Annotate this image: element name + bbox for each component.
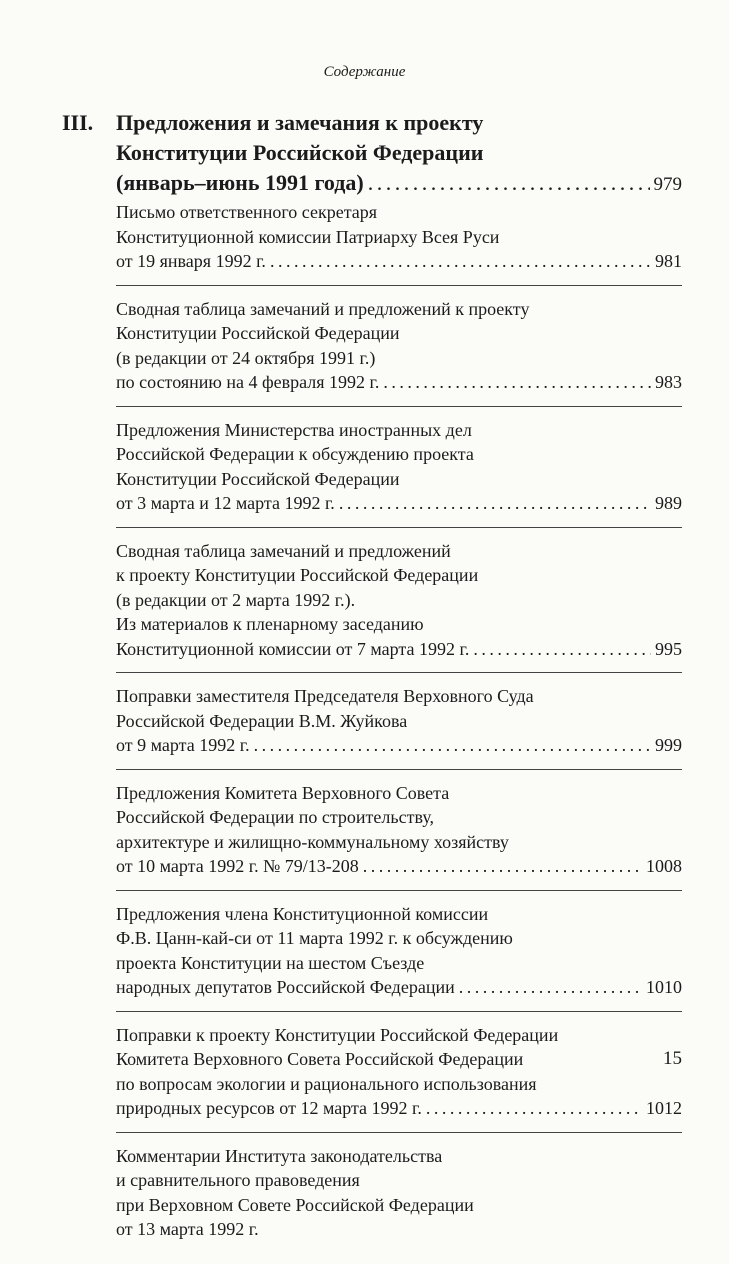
toc-entry-line: Российской Федерации к обсуждению проекта — [116, 444, 474, 464]
dot-leader — [426, 1096, 642, 1121]
toc-entry-last-line — [116, 854, 682, 879]
section-title-line: (январь–июнь 1991 года) — [116, 170, 364, 195]
dot-leader — [270, 249, 651, 274]
toc-entry-page: 1008 — [646, 856, 682, 876]
dot-leader — [473, 637, 651, 662]
toc-entry-line: к проекту Конституции Российской Федерации — [116, 565, 479, 585]
toc-entry-last-line — [116, 733, 682, 758]
toc-entry[interactable] — [116, 200, 682, 286]
toc-entry-last-line — [116, 249, 682, 274]
toc-entry[interactable] — [116, 539, 682, 674]
dot-leader — [383, 370, 651, 395]
toc-entry-line: Российской Федерации по строительству, — [116, 807, 435, 827]
toc-entry-line: народных депутатов Российской Федерации — [116, 977, 455, 997]
toc-entry-line: Поправки заместителя Председателя Верховного Суда — [116, 686, 534, 706]
toc-entry-page: 1010 — [646, 977, 682, 997]
toc-entry-line: по состоянию на 4 февраля 1992 г. — [116, 372, 380, 392]
toc-entry-line: Сводная таблица замечаний и предложений к проекту — [116, 298, 530, 319]
toc-entry-line: Комитета Верховного Совета Российской Федерации — [116, 1049, 524, 1069]
toc-entry-line: Письмо ответственного секретаря — [116, 202, 378, 222]
dot-leader — [459, 975, 642, 1000]
toc-entry[interactable] — [116, 418, 682, 528]
toc-entry-line: от 9 марта 1992 г. — [116, 735, 250, 755]
section-title-line: Предложения и замечания к проекту — [116, 110, 484, 135]
toc-entry-line: Сводная таблица замечаний и предложений — [116, 540, 451, 561]
toc-entry-line: архитектуре и жилищно-коммунальному хозяйству — [116, 831, 509, 852]
toc-entry-line: природных ресурсов от 12 марта 1992 г. — [116, 1098, 422, 1118]
toc-entry-line: Предложения Комитета Верховного Совета — [116, 782, 450, 803]
toc-entry-line: Конституции Российской Федерации — [116, 468, 400, 489]
toc-entry[interactable] — [116, 297, 682, 407]
toc-entry-page: 983 — [655, 372, 682, 392]
toc-entry-line: при Верховном Совете Российской Федерации — [116, 1194, 474, 1215]
toc-entry[interactable] — [116, 902, 682, 1012]
section-number: III. — [62, 110, 94, 135]
toc-entry-line: Предложения Министерства иностранных дел — [116, 419, 472, 440]
toc-entry-line: Конституционной комиссии от 7 марта 1992 г. — [116, 638, 470, 659]
toc-entry[interactable] — [116, 781, 682, 891]
toc-entry[interactable] — [116, 684, 682, 770]
toc-entry-page: 995 — [655, 638, 682, 659]
toc-entry-line: проекта Конституции на шестом Съезде — [116, 952, 425, 973]
section-page: 979 — [653, 174, 682, 195]
toc-entry-line: от 13 марта 1992 г. — [116, 1219, 259, 1239]
toc-entry-line: Комментарии Института законодательства — [116, 1145, 443, 1166]
toc-entry-last-line — [116, 491, 682, 516]
toc-entry-line: Конституции Российской Федерации — [116, 323, 400, 343]
toc-entry-page: 989 — [655, 493, 682, 513]
section-title-last-line — [116, 168, 682, 200]
toc-entry-last-line — [116, 637, 682, 662]
toc-entry-page: 999 — [655, 735, 682, 755]
page-number: 15 — [663, 1048, 682, 1069]
toc-entry-line: Конституционной комиссии Патриарху Всея Руси — [116, 226, 500, 247]
dot-leader — [368, 168, 650, 198]
toc-entry-line: от 10 марта 1992 г. № 79/13-208 — [116, 856, 359, 876]
toc-entry-line: Поправки к проекту Конституции Российской Федерации — [116, 1024, 559, 1045]
running-header: Содержание — [323, 64, 406, 80]
toc-entry-line: по вопросам экологии и рационального использования — [116, 1073, 537, 1094]
toc-entry-line: от 3 марта и 12 марта 1992 г. — [116, 493, 335, 513]
toc-entry-last-line — [116, 1096, 682, 1121]
toc-entry-line: Российской Федерации В.М. Жуйкова — [116, 710, 408, 731]
dot-leader — [254, 733, 651, 758]
toc-entry-line: Предложения члена Конституционной комиссии — [116, 903, 489, 924]
toc-entry-line: (в редакции от 2 марта 1992 г.). — [116, 589, 356, 610]
dot-leader — [339, 491, 651, 516]
toc-entry-line: Из материалов к пленарному заседанию — [116, 614, 424, 634]
toc-entries — [116, 200, 682, 1264]
section-title-line: Конституции Российской Федерации — [116, 140, 484, 165]
toc-entry-line: (в редакции от 24 октября 1991 г.) — [116, 347, 376, 368]
toc-entry-page: 1012 — [646, 1098, 682, 1118]
dot-leader — [363, 854, 642, 879]
toc-entry[interactable] — [116, 1023, 682, 1133]
toc-entry-line: и сравнительного правоведения — [116, 1170, 360, 1190]
toc-entry-line: Ф.В. Цанн-кай-си от 11 марта 1992 г. к обсуждению — [116, 928, 513, 948]
section-title — [116, 108, 682, 200]
toc-entry-page: 981 — [655, 251, 682, 271]
toc-entry-line: от 19 января 1992 г. — [116, 251, 266, 271]
toc-section — [62, 108, 682, 200]
toc-entry-last-line — [116, 370, 682, 395]
toc-entry-last-line — [116, 975, 682, 1000]
toc-entry[interactable] — [116, 1144, 682, 1253]
